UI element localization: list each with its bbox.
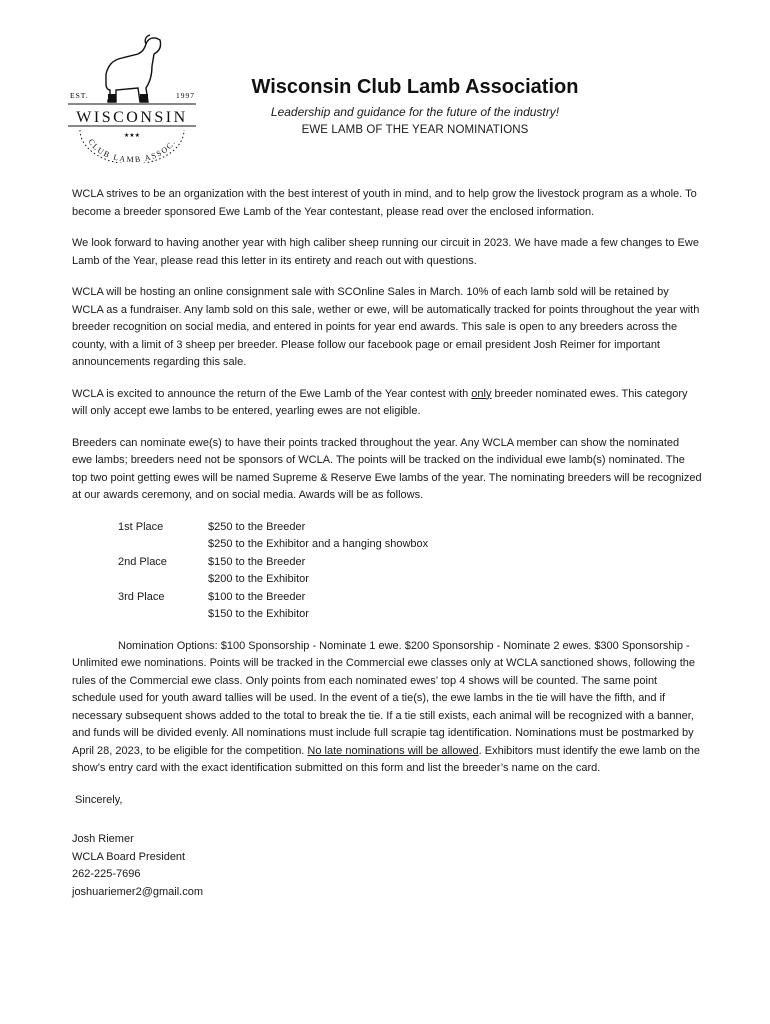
- paragraph-changes: We look forward to having another year with high caliber sheep running our circuit in 2023. We have made a few changes to Ewe Lamb of the Year, please read this letter in its entirety and reach out with questions.: [72, 237, 699, 267]
- page-subtitle: Leadership and guidance for the future of the industry!: [270, 105, 560, 119]
- page-title: Wisconsin Club Lamb Association: [251, 76, 579, 98]
- letter-body: [72, 186, 702, 901]
- signer-role: WCLA Board President: [72, 850, 186, 863]
- text-segment: breeder nominated ewes. This category will only accept ewe lambs to be entered, yearling ewes are not eligible.: [72, 387, 688, 417]
- award-place: 2nd Place: [118, 555, 167, 568]
- award-place: [72, 536, 208, 554]
- logo-arc-text: CLUB LAMB ASSOC.: [86, 137, 178, 163]
- logo-graphic: [62, 28, 202, 163]
- closing: Sincerely,: [75, 793, 123, 806]
- award-place: [72, 606, 208, 624]
- document-header: [210, 74, 620, 138]
- logo-stars: ★★★: [123, 133, 141, 139]
- award-prize: $250 to the Exhibitor and a hanging showbox: [208, 538, 429, 550]
- lamb-hoof: [140, 94, 148, 102]
- award-place: 3rd Place: [118, 590, 165, 603]
- association-logo: [62, 28, 202, 163]
- award-place: 1st Place: [118, 520, 164, 533]
- text-segment: . Exhibitors must identify the ewe lamb on the show’s entry card with the exact identification submitted on this form and list the breeder’s name on the card.: [72, 744, 700, 774]
- logo-year: 1997: [176, 91, 195, 100]
- award-row: [72, 519, 702, 537]
- underlined-text: No late nominations will be allowed: [307, 744, 479, 757]
- award-prize: $200 to the Exhibitor: [208, 573, 309, 585]
- award-row: [72, 606, 702, 624]
- signer-name: Josh Riemer: [72, 833, 134, 845]
- award-prize: $100 to the Breeder: [208, 590, 306, 603]
- paragraph-intro: WCLA strives to be an organization with the best interest of youth in mind, and to help grow the livestock program as a whole. To become a breeder sponsored Ewe Lamb of the Year contestant, please read over the enclosed information.: [72, 188, 697, 218]
- logo-state: WISCONSIN: [76, 109, 188, 126]
- awards-list: [72, 519, 702, 624]
- lamb-icon: [106, 35, 161, 102]
- signer-phone: 262-225-7696: [72, 868, 141, 880]
- paragraph-nomination-rules: Breeders can nominate ewe(s) to have their points tracked throughout the year. Any WCLA member can show the nominated ewe lambs; breeders need not be sponsors of WCLA. The points will be tracked on the individual ewe lamb(s) nominated. The top two point getting ewes will be named Supreme & Reserve Ewe lambs of the year. The nominating breeders will be recognized at our awards ceremony, and on social media. Awards will be as follows.: [72, 436, 702, 501]
- underlined-text: only: [471, 387, 492, 400]
- award-row: [72, 536, 702, 554]
- logo-est: EST.: [70, 91, 89, 100]
- page-subheading: EWE LAMB OF THE YEAR NOMINATIONS: [301, 124, 529, 136]
- award-place: [72, 571, 208, 589]
- signer-email: joshuariemer2@gmail.com: [72, 885, 203, 898]
- signature-block: [72, 792, 702, 902]
- award-prize: $150 to the Exhibitor: [208, 608, 309, 620]
- award-prize: $150 to the Breeder: [208, 555, 306, 568]
- award-row: [72, 571, 702, 589]
- award-prize: $250 to the Breeder: [208, 520, 306, 533]
- paragraph-nomination-options: [72, 638, 702, 778]
- paragraph-contest-return: [72, 386, 702, 421]
- award-row: [72, 554, 702, 572]
- award-row: [72, 589, 702, 607]
- text-segment: Nomination Options: $100 Sponsorship - Nominate 1 ewe. $200 Sponsorship - Nominate 2 ewes. $300 Sponsorship - Unlimited ewe nominations. Points will be tracked in the Commercial ewe classes only at WCLA sanctioned shows, following the rules of the Commercial ewe class. Only points from each nominated ewes’ top 4 shows will be counted. The same point schedule used for youth award tallies will be used. In the event of a tie(s), the ewe lambs in the tie will have the fifth, and if necessary subsequent shows added to the total to break the tie. If a tie still exists, each animal will be recognized with a banner, and funds will be divided evenly. All nominations must include full scrapie tag identification. Nominations must be postmarked by April 28, 2023, to be eligible for the competition.: [72, 639, 696, 757]
- text-segment: WCLA is excited to announce the return of the Ewe Lamb of the Year contest with: [72, 387, 472, 400]
- paragraph-consignment-sale: WCLA will be hosting an online consignment sale with SCOnline Sales in March. 10% of each lamb sold will be retained by WCLA as a fundraiser. Any lamb sold on this sale, wether or ewe, will be automatically tracked for points throughout the year with breeder recognition on social media, and entered in points for year end awards. This sale is open to any breeders across the county, with a limit of 3 sheep per breeder. Please follow our facebook page or email president Josh Reimer for important announcements regarding this sale.: [72, 286, 700, 368]
- lamb-hoof: [108, 94, 116, 102]
